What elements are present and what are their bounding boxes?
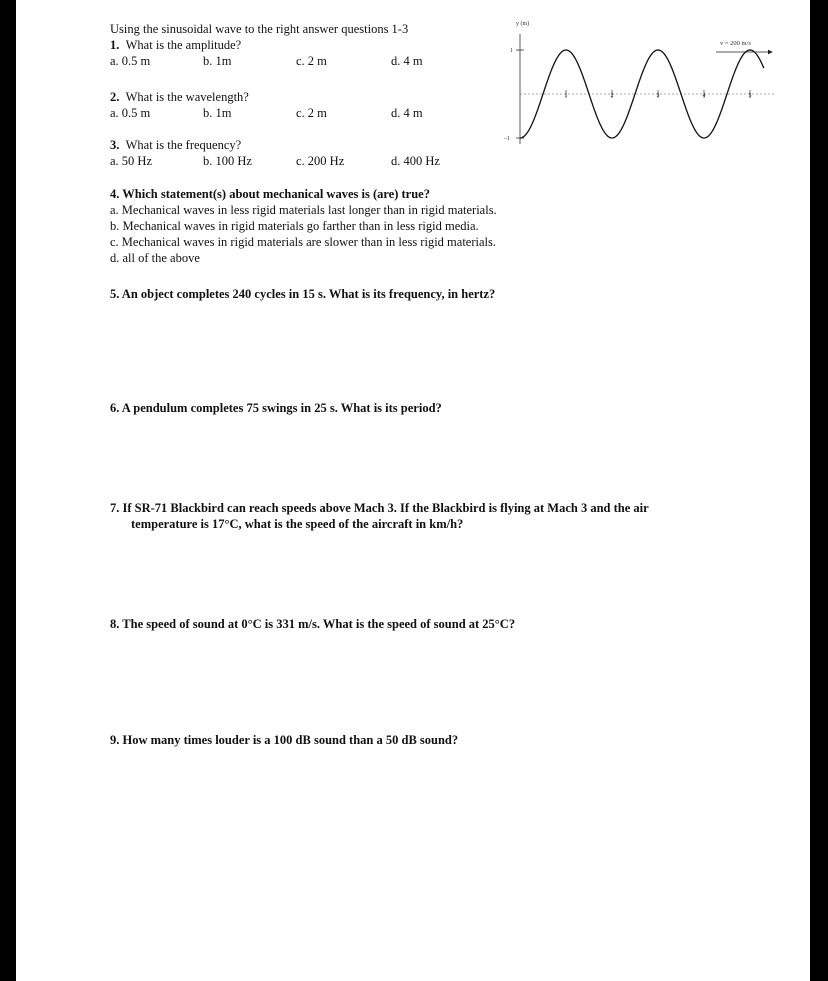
question-7-line-2: temperature is 17°C, what is the speed of the aircraft in km/h?	[131, 517, 464, 531]
y-tick-label-1: 1	[510, 48, 513, 54]
q3-option-a: a. 50 Hz	[110, 154, 152, 168]
q1-option-b: b. 1m	[203, 54, 232, 68]
x-tick-label-3: 3	[656, 93, 660, 99]
y-tick-label-minus-1: –1	[504, 136, 510, 142]
question-7-line-1: 7. If SR-71 Blackbird can reach speeds above Mach 3. If the Blackbird is flying at Mach 3 and the air	[110, 501, 649, 515]
q2-text: What is the wavelength?	[125, 90, 249, 104]
intro-text: Using the sinusoidal wave to the right answer questions 1-3	[110, 22, 409, 36]
q1-text: What is the amplitude?	[125, 38, 242, 52]
q4-stem: 4. Which statement(s) about mechanical waves is (are) true?	[110, 187, 430, 201]
q1-option-d: d. 4 m	[391, 54, 423, 68]
y-axis-label: y (m)	[516, 21, 530, 27]
sinusoidal-wave-figure	[484, 16, 778, 144]
x-tick-label-4: 4	[702, 93, 706, 99]
q3-number: 3.	[110, 138, 120, 152]
velocity-label: v = 200 m/s	[720, 40, 751, 47]
q1-option-c: c. 2 m	[296, 54, 327, 68]
q1-stem	[110, 38, 241, 53]
q3-option-c: c. 200 Hz	[296, 154, 345, 168]
q1-option-a: a. 0.5 m	[110, 54, 151, 68]
q2-option-d: d. 4 m	[391, 106, 423, 120]
q4-option-d: d. all of the above	[110, 251, 200, 265]
q2-option-b: b. 1m	[203, 106, 232, 120]
question-9: 9. How many times louder is a 100 dB sound than a 50 dB sound?	[110, 733, 459, 747]
x-tick-label-2: 2	[610, 93, 614, 99]
question-8: 8. The speed of sound at 0°C is 331 m/s. What is the speed of sound at 25°C?	[110, 617, 516, 631]
q4-option-a: a. Mechanical waves in less rigid materials last longer than in rigid materials.	[110, 203, 497, 217]
q2-stem	[110, 90, 249, 105]
q2-number: 2.	[110, 90, 120, 104]
worksheet-page	[16, 0, 810, 981]
q4-option-c: c. Mechanical waves in rigid materials are slower than in less rigid materials.	[110, 235, 496, 249]
q3-option-b: b. 100 Hz	[203, 154, 252, 168]
q2-option-a: a. 0.5 m	[110, 106, 151, 120]
q4-option-b: b. Mechanical waves in rigid materials go farther than in less rigid media.	[110, 219, 479, 233]
x-tick-label-5: 5	[748, 93, 752, 99]
q1-number: 1.	[110, 38, 120, 52]
q2-option-c: c. 2 m	[296, 106, 327, 120]
x-axis-ticks	[565, 90, 752, 99]
question-5: 5. An object completes 240 cycles in 15 s. What is its frequency, in hertz?	[110, 287, 496, 301]
q3-option-d: d. 400 Hz	[391, 154, 440, 168]
x-tick-label-1: 1	[564, 93, 568, 99]
question-6: 6. A pendulum completes 75 swings in 25 s. What is its period?	[110, 401, 442, 415]
q3-stem	[110, 138, 241, 153]
q3-text: What is the frequency?	[125, 138, 242, 152]
